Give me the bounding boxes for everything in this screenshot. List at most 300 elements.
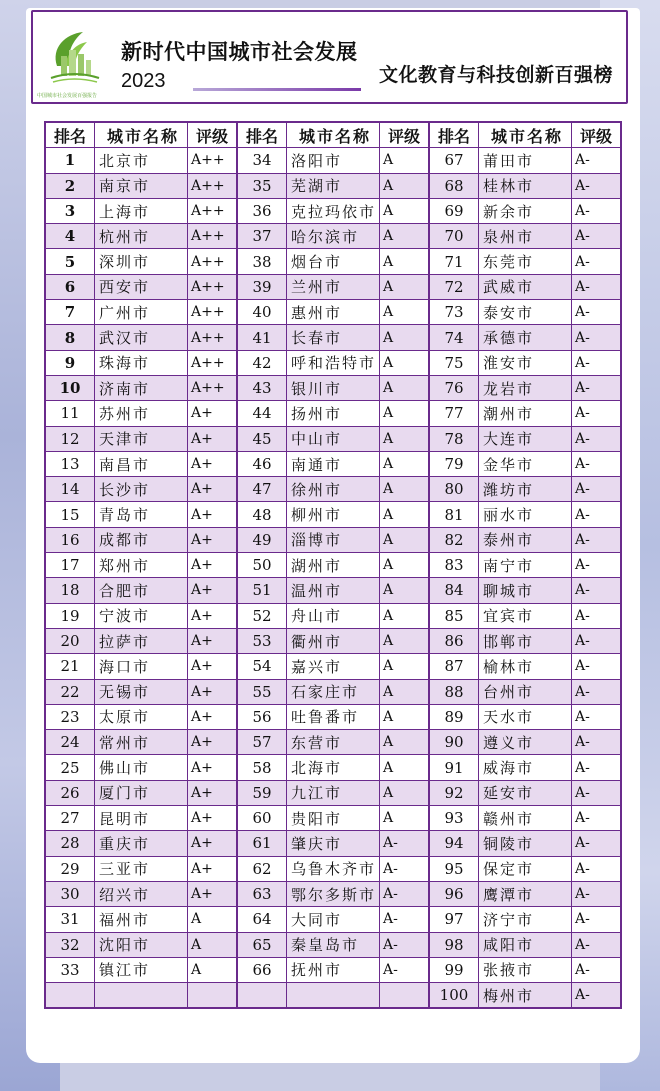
cell-rank: 25	[45, 755, 95, 780]
cell-city: 邯郸市	[479, 628, 572, 653]
table-row	[45, 628, 621, 653]
cell-rank: 88	[429, 679, 479, 704]
cell-city: 重庆市	[95, 831, 188, 856]
cell-rank: 92	[429, 780, 479, 805]
cell-rating: A+	[188, 806, 238, 831]
cell-city: 承德市	[479, 325, 572, 350]
cell-city: 上海市	[95, 198, 188, 223]
cell-rating: A-	[572, 350, 622, 375]
cell-city: 潍坊市	[479, 477, 572, 502]
cell-city: 南通市	[287, 451, 380, 476]
report-year: 2023	[121, 70, 166, 92]
cell-rating: A	[380, 198, 430, 223]
cell-rating: A	[380, 325, 430, 350]
cell-rating: A-	[572, 426, 622, 451]
cell-city: 济宁市	[479, 907, 572, 932]
table-row	[45, 477, 621, 502]
cell-city: 鄂尔多斯市	[287, 881, 380, 906]
cell-city: 徐州市	[287, 477, 380, 502]
cell-city: 潮州市	[479, 401, 572, 426]
cell-city: 合肥市	[95, 578, 188, 603]
cell-city: 常州市	[95, 730, 188, 755]
cell-rating: A-	[572, 401, 622, 426]
cell-city: 新余市	[479, 198, 572, 223]
table-row	[45, 654, 621, 679]
cell-rating: A++	[188, 224, 238, 249]
cell-rank: 22	[45, 679, 95, 704]
cell-city: 太原市	[95, 704, 188, 729]
cell-rank: 6	[45, 274, 95, 299]
cell-rank: 56	[237, 704, 287, 729]
table-row	[45, 881, 621, 906]
cell-rank: 53	[237, 628, 287, 653]
cell-rating: A-	[572, 173, 622, 198]
cell-city: 青岛市	[95, 502, 188, 527]
cell-rank: 58	[237, 755, 287, 780]
cell-rating	[188, 983, 238, 1009]
cell-city: 郑州市	[95, 553, 188, 578]
cell-rating: A-	[380, 856, 430, 881]
cell-rating: A	[380, 477, 430, 502]
cell-rating: A+	[188, 831, 238, 856]
cell-rating: A	[380, 375, 430, 400]
table-row	[45, 375, 621, 400]
cell-rank: 16	[45, 527, 95, 552]
cell-city: 厦门市	[95, 780, 188, 805]
cell-rank: 4	[45, 224, 95, 249]
cell-city: 龙岩市	[479, 375, 572, 400]
cell-rank: 65	[237, 932, 287, 957]
cell-city: 武威市	[479, 274, 572, 299]
cell-rank: 81	[429, 502, 479, 527]
cell-rating: A-	[572, 578, 622, 603]
cell-city: 泰安市	[479, 300, 572, 325]
table-row	[45, 553, 621, 578]
cell-rank: 19	[45, 603, 95, 628]
cell-rating: A++	[188, 148, 238, 173]
cell-rank: 32	[45, 932, 95, 957]
cell-city: 长沙市	[95, 477, 188, 502]
cell-rating: A-	[380, 907, 430, 932]
cell-city: 中山市	[287, 426, 380, 451]
cell-rank: 96	[429, 881, 479, 906]
cell-city: 杭州市	[95, 224, 188, 249]
table-row	[45, 198, 621, 223]
cell-rating: A++	[188, 375, 238, 400]
table-row	[45, 173, 621, 198]
report-header	[31, 10, 628, 104]
cell-city: 抚州市	[287, 957, 380, 982]
cell-rating: A	[380, 426, 430, 451]
cell-rank: 18	[45, 578, 95, 603]
cell-city: 哈尔滨市	[287, 224, 380, 249]
cell-rank: 89	[429, 704, 479, 729]
cell-city: 吐鲁番市	[287, 704, 380, 729]
cell-rating: A-	[572, 932, 622, 957]
cell-rating: A-	[380, 881, 430, 906]
cell-city: 无锡市	[95, 679, 188, 704]
cell-rating: A++	[188, 350, 238, 375]
table-row	[45, 401, 621, 426]
cell-rank: 93	[429, 806, 479, 831]
cell-city: 泰州市	[479, 527, 572, 552]
cell-city: 深圳市	[95, 249, 188, 274]
table-row	[45, 224, 621, 249]
cell-city: 淮安市	[479, 350, 572, 375]
cell-rank: 87	[429, 654, 479, 679]
cell-city: 武汉市	[95, 325, 188, 350]
cell-city: 天津市	[95, 426, 188, 451]
cell-rank: 70	[429, 224, 479, 249]
cell-city: 乌鲁木齐市	[287, 856, 380, 881]
cell-city: 榆林市	[479, 654, 572, 679]
cell-city: 宜宾市	[479, 603, 572, 628]
column-header-rating: 评级	[188, 122, 238, 148]
cell-rating: A++	[188, 198, 238, 223]
cell-rating: A-	[572, 881, 622, 906]
cell-rating: A-	[380, 932, 430, 957]
cell-rating: A+	[188, 780, 238, 805]
cell-city: 银川市	[287, 375, 380, 400]
cell-rank: 50	[237, 553, 287, 578]
cell-rating: A+	[188, 527, 238, 552]
cell-city: 台州市	[479, 679, 572, 704]
cell-rating: A-	[572, 198, 622, 223]
cell-city: 梅州市	[479, 983, 572, 1009]
cell-city: 延安市	[479, 780, 572, 805]
cell-rank: 63	[237, 881, 287, 906]
cell-rating: A	[380, 654, 430, 679]
cell-rank: 90	[429, 730, 479, 755]
cell-rank: 26	[45, 780, 95, 805]
cell-city: 咸阳市	[479, 932, 572, 957]
cell-city: 衢州市	[287, 628, 380, 653]
cell-rank: 48	[237, 502, 287, 527]
cell-rating: A-	[380, 957, 430, 982]
page-title: 新时代中国城市社会发展	[121, 39, 358, 64]
cell-city: 福州市	[95, 907, 188, 932]
cell-city: 南昌市	[95, 451, 188, 476]
year-underline	[193, 88, 361, 91]
cell-city: 舟山市	[287, 603, 380, 628]
cell-city: 克拉玛依市	[287, 198, 380, 223]
cell-city: 兰州市	[287, 274, 380, 299]
cell-rating: A+	[188, 730, 238, 755]
table-row	[45, 527, 621, 552]
cell-city: 泉州市	[479, 224, 572, 249]
cell-rating: A-	[572, 477, 622, 502]
cell-city: 贵阳市	[287, 806, 380, 831]
cell-rating: A	[380, 527, 430, 552]
table-row	[45, 856, 621, 881]
column-header-city: 城市名称	[287, 122, 380, 148]
column-header-rank: 排名	[45, 122, 95, 148]
table-header-row	[45, 122, 621, 148]
table-row	[45, 679, 621, 704]
cell-rating: A+	[188, 881, 238, 906]
cell-rank: 11	[45, 401, 95, 426]
cell-rating: A+	[188, 401, 238, 426]
cell-rating: A++	[188, 173, 238, 198]
cell-rating: A	[380, 806, 430, 831]
cell-rank: 59	[237, 780, 287, 805]
cell-rank: 34	[237, 148, 287, 173]
cell-rank: 67	[429, 148, 479, 173]
cell-rating: A+	[188, 856, 238, 881]
cell-rank: 78	[429, 426, 479, 451]
cell-rank: 64	[237, 907, 287, 932]
cell-city: 三亚市	[95, 856, 188, 881]
cell-rating: A	[380, 780, 430, 805]
cell-rating: A-	[572, 730, 622, 755]
cell-rank: 74	[429, 325, 479, 350]
cell-rank: 12	[45, 426, 95, 451]
cell-rank: 13	[45, 451, 95, 476]
cell-city: 大连市	[479, 426, 572, 451]
ranking-table-wrapper	[44, 121, 622, 1009]
cell-city	[287, 983, 380, 1009]
table-row	[45, 755, 621, 780]
cell-rating: A	[380, 553, 430, 578]
cell-rank: 29	[45, 856, 95, 881]
cell-rank: 20	[45, 628, 95, 653]
cell-rating: A-	[572, 628, 622, 653]
cell-rating: A-	[572, 806, 622, 831]
cell-rank: 55	[237, 679, 287, 704]
cell-city: 石家庄市	[287, 679, 380, 704]
cell-city: 秦皇岛市	[287, 932, 380, 957]
cell-city: 海口市	[95, 654, 188, 679]
cell-rating: A	[188, 957, 238, 982]
cell-rank: 1	[45, 148, 95, 173]
cell-rating: A-	[572, 780, 622, 805]
cell-city: 宁波市	[95, 603, 188, 628]
cell-rating: A+	[188, 477, 238, 502]
column-header-rating: 评级	[572, 122, 622, 148]
cell-city: 绍兴市	[95, 881, 188, 906]
cell-city: 佛山市	[95, 755, 188, 780]
cell-rank: 69	[429, 198, 479, 223]
ranking-table-body	[45, 122, 621, 1008]
cell-rank: 39	[237, 274, 287, 299]
table-row	[45, 932, 621, 957]
cell-rating: A	[380, 679, 430, 704]
cell-city: 聊城市	[479, 578, 572, 603]
cell-rank: 42	[237, 350, 287, 375]
table-row	[45, 451, 621, 476]
cell-rating: A-	[572, 755, 622, 780]
cell-rating: A-	[572, 679, 622, 704]
cell-rank: 35	[237, 173, 287, 198]
cell-rank: 79	[429, 451, 479, 476]
cell-rank: 5	[45, 249, 95, 274]
cell-rating: A+	[188, 451, 238, 476]
cell-rank: 82	[429, 527, 479, 552]
cell-rank: 24	[45, 730, 95, 755]
cell-rating: A+	[188, 755, 238, 780]
cell-city: 南京市	[95, 173, 188, 198]
cell-rating: A+	[188, 628, 238, 653]
column-header-rating: 评级	[380, 122, 430, 148]
cell-city: 南宁市	[479, 553, 572, 578]
cell-rating: A-	[380, 831, 430, 856]
cell-city: 惠州市	[287, 300, 380, 325]
cell-rank: 77	[429, 401, 479, 426]
cell-rating: A+	[188, 426, 238, 451]
table-row	[45, 603, 621, 628]
cell-rating: A-	[572, 957, 622, 982]
cell-rank: 43	[237, 375, 287, 400]
cell-rank: 44	[237, 401, 287, 426]
cell-city: 苏州市	[95, 401, 188, 426]
table-row	[45, 806, 621, 831]
cell-city: 洛阳市	[287, 148, 380, 173]
cell-rank	[237, 983, 287, 1009]
table-row	[45, 704, 621, 729]
cell-rating: A-	[572, 375, 622, 400]
cell-rank: 14	[45, 477, 95, 502]
cell-city: 呼和浩特市	[287, 350, 380, 375]
cell-city: 遵义市	[479, 730, 572, 755]
cell-rating: A-	[572, 451, 622, 476]
cell-rating: A-	[572, 553, 622, 578]
cell-rank: 49	[237, 527, 287, 552]
cell-rank	[45, 983, 95, 1009]
cell-rank: 2	[45, 173, 95, 198]
cell-rating: A-	[572, 654, 622, 679]
cell-rating: A+	[188, 502, 238, 527]
cell-rank: 62	[237, 856, 287, 881]
cell-rating: A-	[572, 603, 622, 628]
cell-city: 保定市	[479, 856, 572, 881]
cell-rank: 8	[45, 325, 95, 350]
cell-rating: A	[380, 704, 430, 729]
cell-rank: 10	[45, 375, 95, 400]
cell-rating	[380, 983, 430, 1009]
cell-rank: 76	[429, 375, 479, 400]
table-row	[45, 350, 621, 375]
cell-rating: A-	[572, 856, 622, 881]
column-header-city: 城市名称	[479, 122, 572, 148]
cell-rank: 71	[429, 249, 479, 274]
cell-rating: A+	[188, 578, 238, 603]
cell-city: 北京市	[95, 148, 188, 173]
cell-city: 西安市	[95, 274, 188, 299]
cell-city: 淄博市	[287, 527, 380, 552]
table-row	[45, 274, 621, 299]
cell-city: 珠海市	[95, 350, 188, 375]
cell-rating: A	[380, 401, 430, 426]
cell-rating: A	[380, 502, 430, 527]
cell-rating: A-	[572, 527, 622, 552]
table-row	[45, 957, 621, 982]
table-row	[45, 300, 621, 325]
cell-rating: A	[380, 148, 430, 173]
table-row	[45, 148, 621, 173]
ranking-table	[44, 121, 622, 1009]
cell-city: 湖州市	[287, 553, 380, 578]
cell-rank: 99	[429, 957, 479, 982]
cell-rating: A	[380, 451, 430, 476]
cell-rank: 86	[429, 628, 479, 653]
cell-city: 九江市	[287, 780, 380, 805]
cell-rating: A	[380, 300, 430, 325]
cell-rank: 85	[429, 603, 479, 628]
cell-rank: 28	[45, 831, 95, 856]
cell-rank: 91	[429, 755, 479, 780]
cell-rating: A	[188, 907, 238, 932]
cell-city: 桂林市	[479, 173, 572, 198]
cell-rank: 23	[45, 704, 95, 729]
cell-city: 东营市	[287, 730, 380, 755]
cell-rank: 37	[237, 224, 287, 249]
cell-rank: 46	[237, 451, 287, 476]
cell-rank: 72	[429, 274, 479, 299]
cell-rating: A+	[188, 603, 238, 628]
cell-rank: 17	[45, 553, 95, 578]
cell-city: 成都市	[95, 527, 188, 552]
cell-rank: 9	[45, 350, 95, 375]
table-row	[45, 907, 621, 932]
table-row	[45, 780, 621, 805]
table-row	[45, 578, 621, 603]
cell-city: 鹰潭市	[479, 881, 572, 906]
cell-rank: 95	[429, 856, 479, 881]
cell-rating: A	[380, 224, 430, 249]
table-row	[45, 831, 621, 856]
cell-rank: 30	[45, 881, 95, 906]
cell-rating: A-	[572, 325, 622, 350]
table-row	[45, 983, 621, 1009]
table-row	[45, 730, 621, 755]
cell-rank: 38	[237, 249, 287, 274]
cell-rating: A	[380, 350, 430, 375]
cell-rating: A	[380, 173, 430, 198]
cell-rank: 52	[237, 603, 287, 628]
cell-city: 扬州市	[287, 401, 380, 426]
cell-city: 金华市	[479, 451, 572, 476]
cell-city: 镇江市	[95, 957, 188, 982]
cell-rank: 27	[45, 806, 95, 831]
cell-rating: A	[380, 755, 430, 780]
cell-rank: 75	[429, 350, 479, 375]
cell-rank: 33	[45, 957, 95, 982]
cell-rank: 60	[237, 806, 287, 831]
cell-rating: A++	[188, 325, 238, 350]
cell-rank: 36	[237, 198, 287, 223]
cell-rank: 54	[237, 654, 287, 679]
cell-city: 济南市	[95, 375, 188, 400]
cell-city: 肇庆市	[287, 831, 380, 856]
cell-city: 嘉兴市	[287, 654, 380, 679]
cell-rank: 83	[429, 553, 479, 578]
column-header-rank: 排名	[237, 122, 287, 148]
cell-city: 广州市	[95, 300, 188, 325]
cell-city: 铜陵市	[479, 831, 572, 856]
cell-rank: 41	[237, 325, 287, 350]
cell-rating: A-	[572, 704, 622, 729]
cell-rating: A-	[572, 983, 622, 1009]
cell-rating: A-	[572, 148, 622, 173]
cell-rank: 31	[45, 907, 95, 932]
cell-rating: A-	[572, 907, 622, 932]
cell-rank: 84	[429, 578, 479, 603]
cell-rating: A+	[188, 553, 238, 578]
cell-city	[95, 983, 188, 1009]
cell-rank: 97	[429, 907, 479, 932]
cell-rank: 98	[429, 932, 479, 957]
cell-rating: A-	[572, 224, 622, 249]
